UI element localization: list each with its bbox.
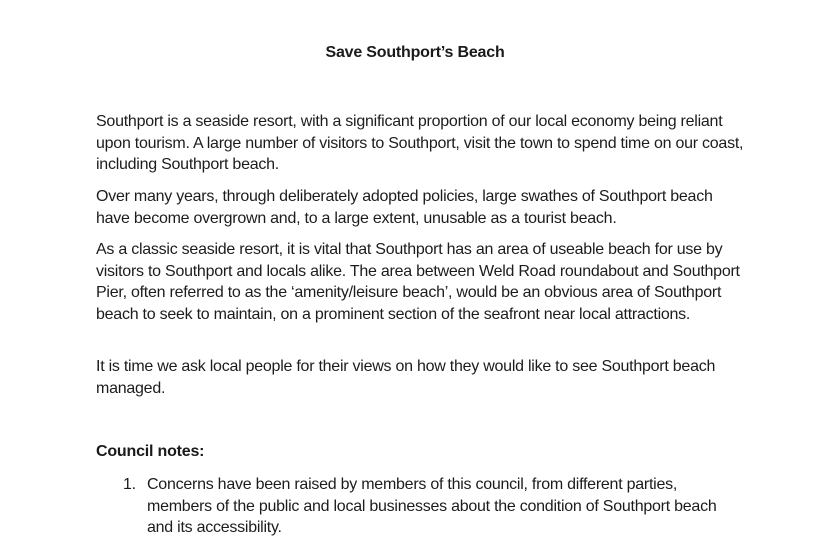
list-item [96, 474, 746, 539]
paragraph-intro: Southport is a seaside resort, with a significant proportion of our local economy being reliant upon tourism. A large number of visitors to Southport, visit the town to spend time on our coast, including Southport beach. [96, 113, 744, 173]
list-item-number: 1. [123, 476, 136, 493]
council-notes-list [96, 474, 746, 539]
paragraph-local-views: It is time we ask local people for their views on how they would like to see Southport beach managed. [96, 358, 716, 397]
paragraph-amenity-beach: As a classic seaside resort, it is vital that Southport has an area of useable beach for use by visitors to Southport and locals alike. The area between Weld Road roundabout and Southport Pier, often referred to as the ‘amenity/leisure beach’, would be an obvious area of Southport beach to seek to maintain, on a prominent section of the seafront near local attractions. [96, 241, 740, 323]
council-notes-heading: Council notes: [96, 443, 205, 460]
document-title: Save Southport’s Beach [325, 44, 505, 61]
paragraph-overgrown: Over many years, through deliberately adopted policies, large swathes of Southport beach have become overgrown and, to a large extent, unusable as a tourist beach. [96, 188, 713, 227]
list-item-text: Concerns have been raised by members of this council, from different parties, members of the public and local businesses about the condition of Southport beach and its accessibility. [147, 476, 717, 536]
